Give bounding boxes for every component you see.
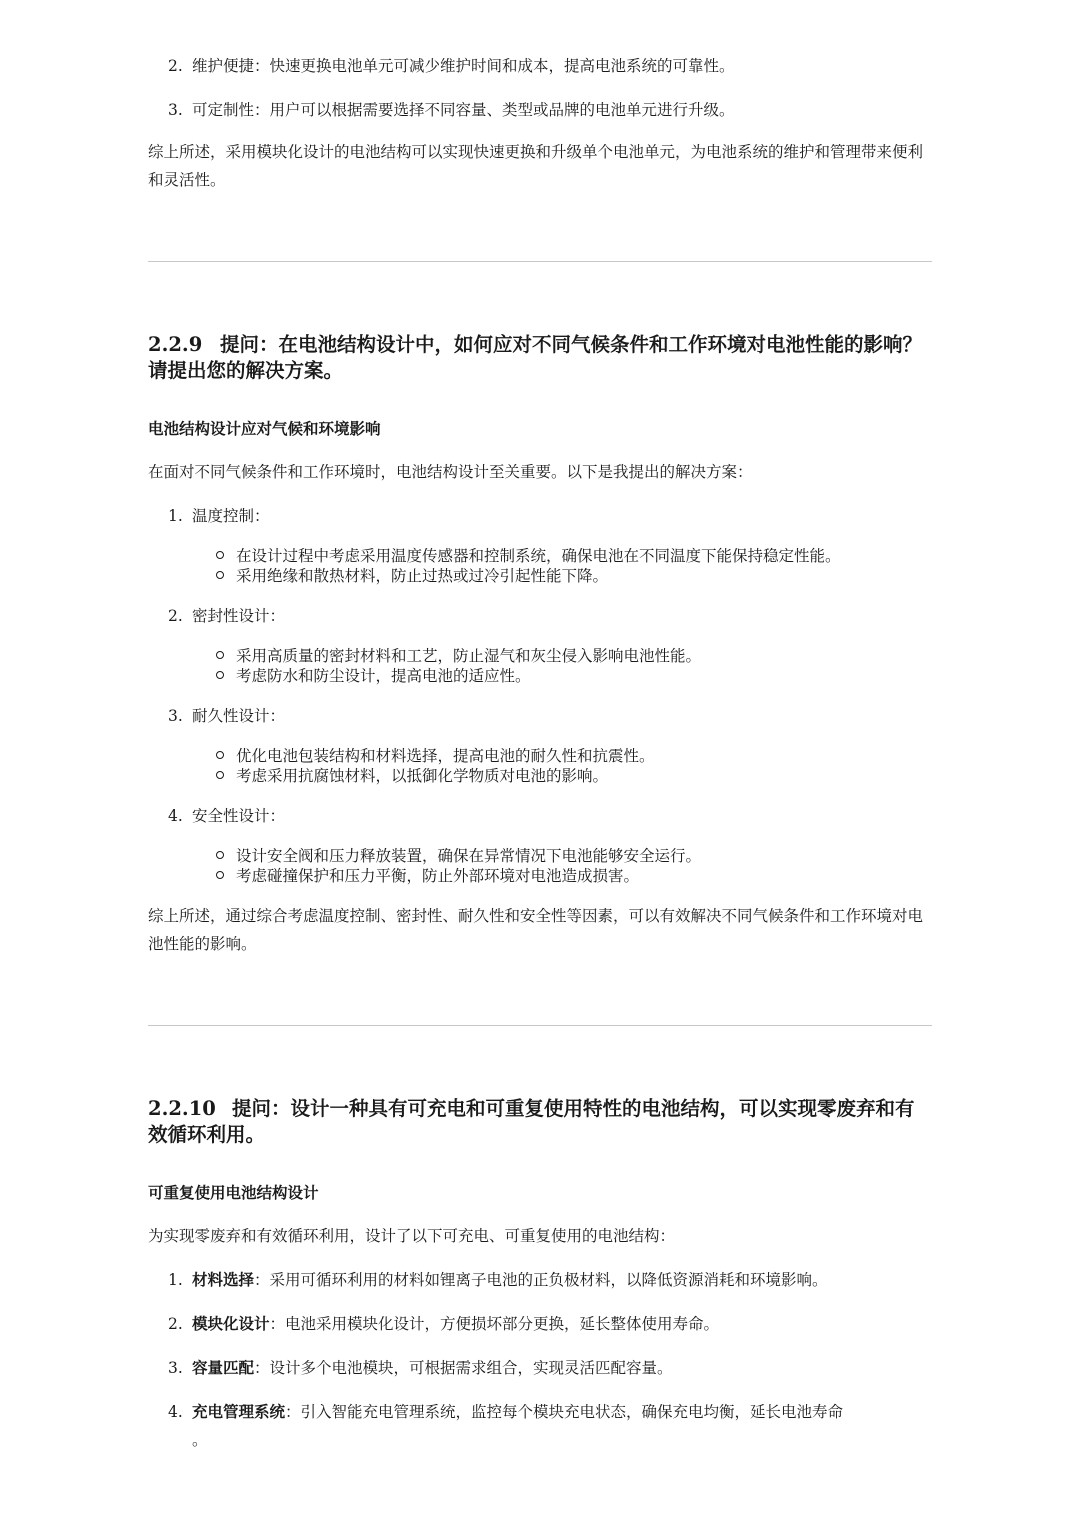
circle-bullet-icon: [216, 571, 224, 579]
bullet-item: 考虑碰撞保护和压力平衡，防止外部环境对电池造成损害。: [216, 866, 639, 886]
circle-bullet-icon: [216, 651, 224, 659]
section-divider: [148, 261, 932, 262]
circle-bullet-icon: [216, 551, 224, 559]
subheading: 电池结构设计应对气候和环境影响: [148, 419, 381, 438]
circle-bullet-icon: [216, 771, 224, 779]
bullet-item: 考虑采用抗腐蚀材料，以抵御化学物质对电池的影响。: [216, 766, 608, 786]
list-item: 1. 材料选择：采用可循环利用的材料如锂离子电池的正负极材料，以降低资源消耗和环境影响。: [168, 1270, 828, 1289]
summary-paragraph: 综上所述，通过综合考虑温度控制、密封性、耐久性和安全性等因素，可以有效解决不同气候条件和工作环境对电池性能的影响。: [148, 907, 924, 953]
intro-paragraph: 在面对不同气候条件和工作环境时，电池结构设计至关重要。以下是我提出的解决方案：: [148, 463, 753, 481]
list-item: 2. 密封性设计：: [168, 607, 286, 625]
list-item: 1. 温度控制：: [168, 507, 270, 525]
intro-paragraph: 为实现零废弃和有效循环利用，设计了以下可充电、可重复使用的电池结构：: [148, 1227, 676, 1245]
section-heading-2-2-9: 2.2.9 提问：在电池结构设计中，如何应对不同气候条件和工作环境对电池性能的影响？请提出您的解决方案。: [148, 333, 923, 382]
list-item: 2. 维护便捷：快速更换电池单元可减少维护时间和成本，提高电池系统的可靠性。: [168, 57, 735, 75]
bullet-item: 设计安全阀和压力释放装置，确保在异常情况下电池能够安全运行。: [216, 846, 701, 866]
list-item: 4. 安全性设计：: [168, 807, 286, 825]
bullet-item: 在设计过程中考虑采用温度传感器和控制系统，确保电池在不同温度下能保持稳定性能。: [216, 546, 841, 566]
bullet-item: 采用绝缘和散热材料，防止过热或过冷引起性能下降。: [216, 566, 608, 586]
section-divider: [148, 1025, 932, 1026]
list-item: 3. 容量匹配：设计多个电池模块，可根据需求组合，实现灵活匹配容量。: [168, 1358, 673, 1377]
list-item: 3. 可定制性：用户可以根据需要选择不同容量、类型或品牌的电池单元进行升级。: [168, 101, 735, 119]
list-item: 4. 充电管理系统：引入智能充电管理系统，监控每个模块充电状态，确保充电均衡，延长电池寿命: [168, 1402, 844, 1421]
summary-paragraph: 综上所述，采用模块化设计的电池结构可以实现快速更换和升级单个电池单元，为电池系统的维护和管理带来便利和灵活性。: [148, 143, 924, 189]
bullet-item: 优化电池包装结构和材料选择，提高电池的耐久性和抗震性。: [216, 746, 655, 766]
circle-bullet-icon: [216, 671, 224, 679]
circle-bullet-icon: [216, 751, 224, 759]
subheading: 可重复使用电池结构设计: [148, 1183, 319, 1202]
bullet-item: 采用高质量的密封材料和工艺，防止湿气和灰尘侵入影响电池性能。: [216, 646, 701, 666]
list-item-continuation: 。: [192, 1431, 208, 1449]
list-item: 2. 模块化设计：电池采用模块化设计，方便损坏部分更换，延长整体使用寿命。: [168, 1314, 720, 1333]
bullet-item: 考虑防水和防尘设计，提高电池的适应性。: [216, 666, 531, 686]
section-heading-2-2-10: 2.2.10 提问：设计一种具有可充电和可重复使用特性的电池结构，可以实现零废弃和有效循环利用。: [148, 1097, 915, 1146]
circle-bullet-icon: [216, 851, 224, 859]
circle-bullet-icon: [216, 871, 224, 879]
list-item: 3. 耐久性设计：: [168, 707, 286, 725]
